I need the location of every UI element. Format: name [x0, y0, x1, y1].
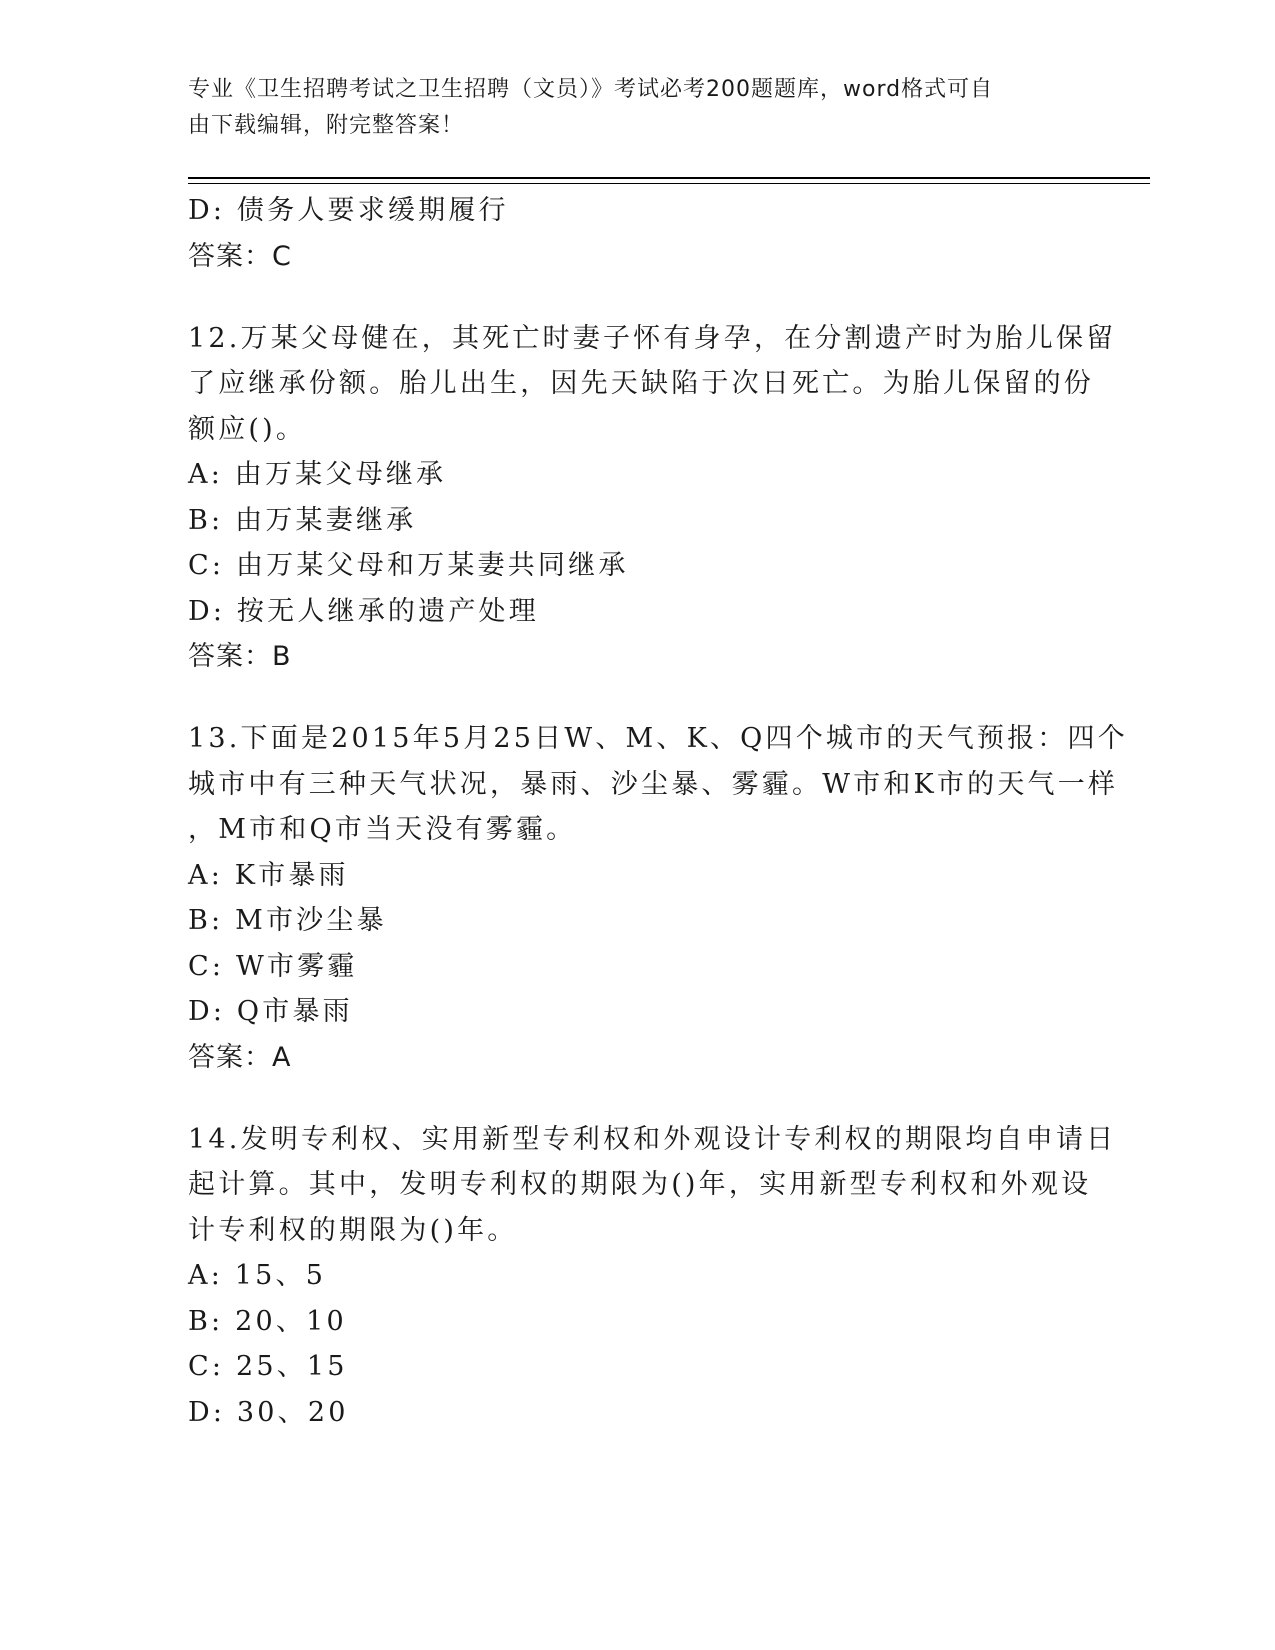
stem-line: 13.下面是2015年5月25日W、M、K、Q四个城市的天气预报：四个	[188, 723, 1128, 754]
question-stem	[188, 316, 1117, 453]
question-stem	[188, 716, 1128, 853]
question-12	[188, 316, 1117, 681]
option-a: A: 由万某父母继承	[188, 459, 447, 490]
option-d: D: Q市暴雨	[188, 996, 353, 1027]
question-list	[188, 188, 1128, 1435]
stem-line: ，M市和Q市当天没有雾霾。	[188, 814, 577, 845]
header-rule-thick	[188, 177, 1150, 179]
option-c: C: 由万某父母和万某妻共同继承	[188, 550, 629, 581]
stem-line: 14.发明专利权、实用新型专利权和外观设计专利权的期限均自申请日	[188, 1123, 1117, 1155]
header-rule-thin	[188, 183, 1150, 184]
option-a: A: K市暴雨	[188, 859, 349, 891]
option-c: C: 25、15	[188, 1351, 348, 1382]
previous-question-tail	[188, 188, 1088, 280]
stem-line: 起计算。其中，发明专利权的期限为()年，实用新型专利权和外观设	[188, 1169, 1092, 1200]
stem-line: 计专利权的期限为()年。	[188, 1214, 518, 1246]
stem-line: 额应()。	[188, 413, 307, 445]
option-b: B: 20、10	[188, 1305, 347, 1337]
answer-line: 答案：A	[188, 1041, 292, 1073]
option-d: D: 债务人要求缓期履行	[188, 195, 509, 226]
stem-line: 了应继承份额。胎儿出生，因先天缺陷于次日死亡。为胎儿保留的份	[188, 368, 1094, 399]
document-header	[188, 72, 1068, 144]
stem-line: 12.万某父母健在，其死亡时妻子怀有身孕，在分割遗产时为胎儿保留	[188, 322, 1117, 354]
question-stem	[188, 1117, 1117, 1254]
stem-line: 城市中有三种天气状况，暴雨、沙尘暴、雾霾。W市和K市的天气一样	[188, 768, 1119, 800]
header-line-1: 专业《卫生招聘考试之卫生招聘（文员）》考试必考200题题库，word格式可自	[188, 77, 994, 102]
answer-line: 答案：B	[188, 641, 292, 672]
option-b: B: M市沙尘暴	[188, 905, 387, 936]
question-14	[188, 1117, 1117, 1436]
question-13	[188, 716, 1128, 1081]
header-line-2: 由下载编辑，附完整答案！	[188, 113, 465, 138]
option-c: C: W市雾霾	[188, 950, 358, 982]
answer-line: 答案：C	[188, 240, 292, 272]
option-d: D: 30、20	[188, 1396, 349, 1428]
option-a: A: 15、5	[188, 1260, 327, 1291]
option-d: D: 按无人继承的遗产处理	[188, 595, 539, 627]
option-b: B: 由万某妻继承	[188, 504, 417, 536]
